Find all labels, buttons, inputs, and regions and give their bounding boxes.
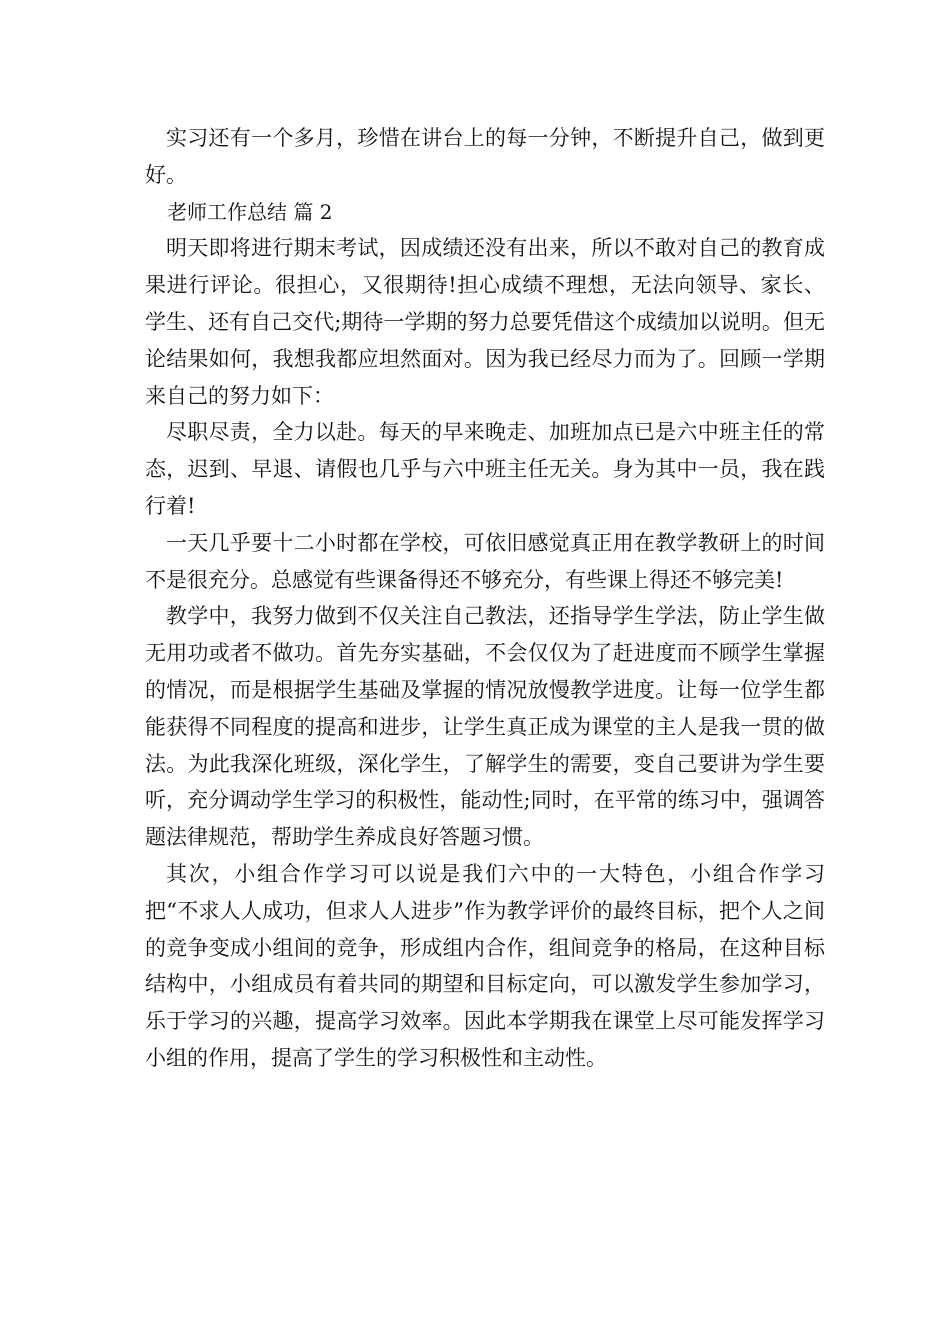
paragraph-teaching: 教学中，我努力做到不仅关注自己教法，还指导学生学法，防止学生做无用功或者不做功。首先夯实基础，不会仅仅为了赶进度而不顾学生掌握的情况，而是根据学生基础及掌握的情况放慢教学进度。让每一位学生都能获得不同程度的提高和进步，让学生真正成为课堂的主人是我一贯的做法。为此我深化班级，深化学生，了解学生的需要，变自己要讲为学生要听，充分调动学生学习的积极性，能动性;同时，在平常的练习中，强调答题法律规范，帮助学生养成良好答题习惯。 [145, 604, 825, 850]
paragraph-exam: 明天即将进行期末考试，因成绩还没有出来，所以不敢对自己的教育成果进行评论。很担心，又很期待!担心成绩不理想，无法向领导、家长、学生、还有自己交代;期待一学期的努力总要凭借这个成绩加以说明。但无论结果如何，我想我都应坦然面对。因为我已经尽力而为了。回顾一学期来自己的努力如下： [145, 236, 825, 408]
paragraph-internship: 实习还有一个多月，珍惜在讲台上的每一分钟，不断提升自己，做到更好。 [145, 126, 825, 187]
document-page [145, 120, 825, 1077]
section-heading: 老师工作总结 篇 2 [167, 199, 333, 224]
paragraph-time: 一天几乎要十二小时都在学校，可依旧感觉真正用在教学教研上的时间不是很充分。总感觉有些课备得还不够充分，有些课上得还不够完美! [145, 530, 825, 592]
paragraph-group-learning: 其次，小组合作学习可以说是我们六中的一大特色，小组合作学习把“不求人人成功，但求人人进步”作为教学评价的最终目标，把个人之间的竞争变成小组间的竞争，形成组内合作，组间竞争的格局，在这种目标结构中，小组成员有着共同的期望和目标定向，可以激发学生参加学习，乐于学习的兴趣，提高学习效率。因此本学期我在课堂上尽可能发挥学习小组的作用，提高了学生的学习积极性和主动性。 [145, 861, 825, 1070]
paragraph-duty: 尽职尽责，全力以赴。每天的早来晚走、加班加点已是六中班主任的常态，迟到、早退、请假也几乎与六中班主任无关。身为其中一员，我在践行着! [145, 420, 825, 518]
